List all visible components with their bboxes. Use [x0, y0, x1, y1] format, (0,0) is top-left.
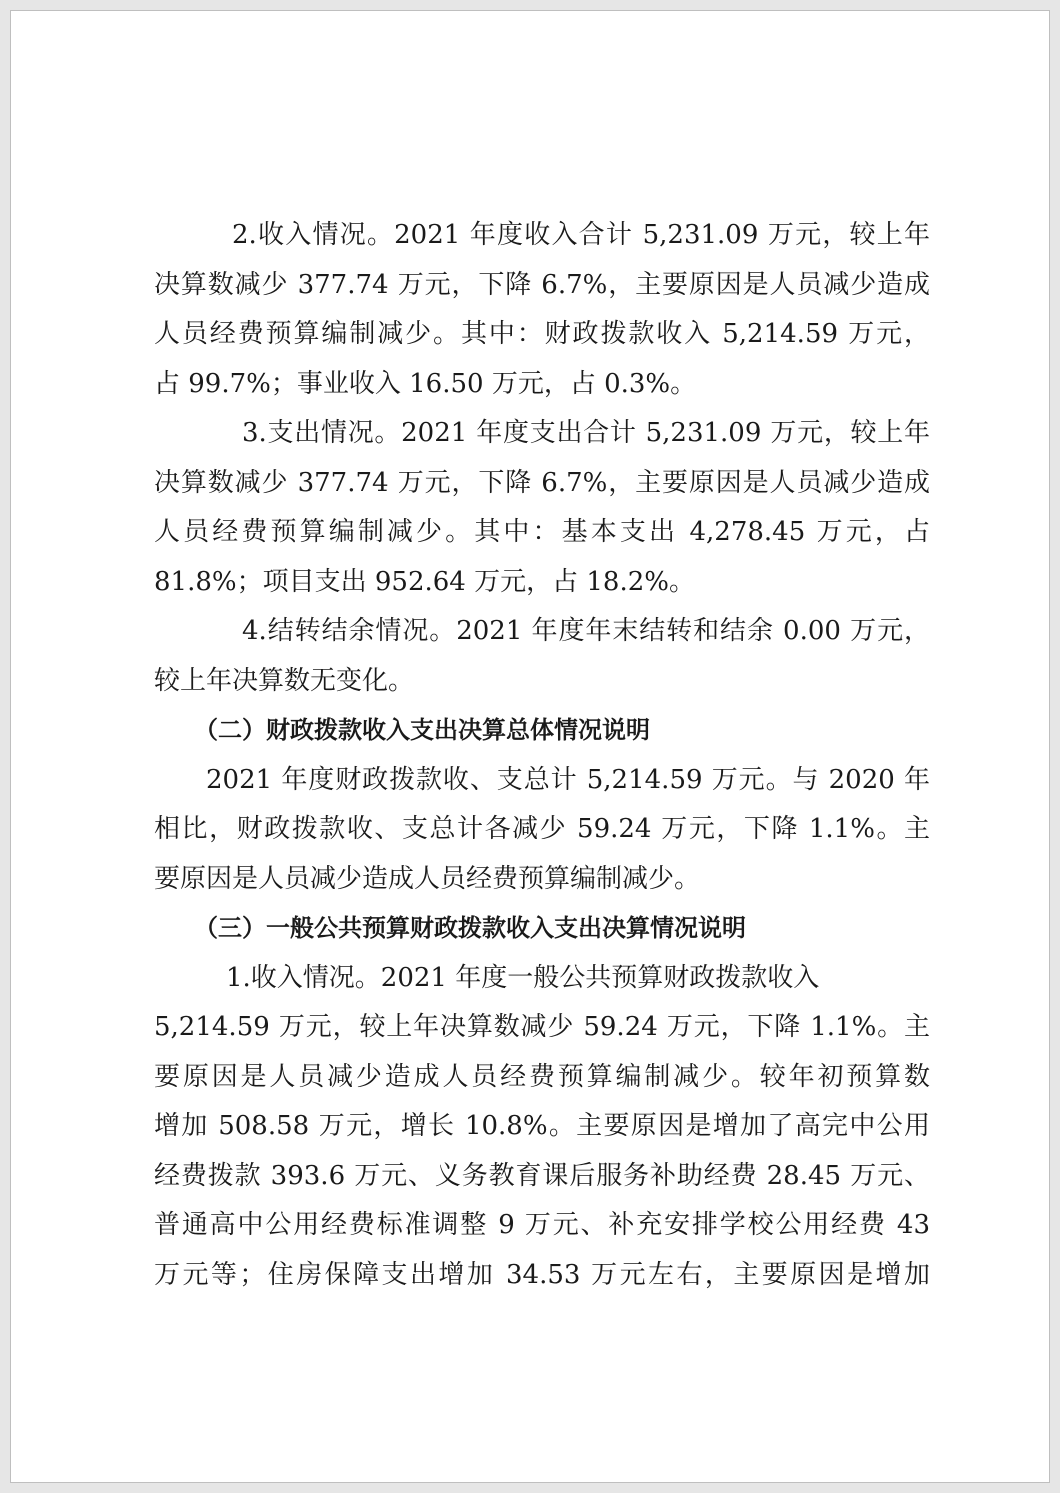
section-heading: （三）一般公共预算财政拨款收入支出决算情况说明: [194, 914, 746, 942]
paragraph-income: [154, 211, 930, 409]
text-line: 人员经费预算编制减少。其中：财政拨款收入 5,214.59 万元，: [154, 319, 930, 349]
text-line: 万元等；住房保障支出增加 34.53 万元左右，主要原因是增加: [154, 1259, 930, 1290]
text-line: 4.结转结余情况。2021 年度年末结转和结余 0.00 万元，: [242, 616, 930, 646]
section-heading: （二）财政拨款收入支出决算总体情况说明: [194, 716, 650, 744]
text-line: 经费拨款 393.6 万元、义务教育课后服务补助经费 28.45 万元、: [154, 1160, 930, 1191]
document-page: [10, 10, 1050, 1483]
text-line: 2.收入情况。2021 年度收入合计 5,231.09 万元，较上年: [232, 220, 930, 250]
text-line: 人员经费预算编制减少。其中：基本支出 4,278.45 万元，占: [154, 517, 930, 547]
text-line: 普通高中公用经费标准调整 9 万元、补充安排学校公用经费 43: [154, 1210, 930, 1240]
section-heading-3: [154, 904, 930, 954]
paragraph-expenditure: [154, 409, 930, 607]
text-line: 要原因是人员减少造成人员经费预算编制减少。: [154, 863, 701, 894]
text-line: 占 99.7%；事业收入 16.50 万元，占 0.3%。: [154, 368, 697, 399]
paragraph-carryover: [154, 607, 930, 706]
text-line: 5,214.59 万元，较上年决算数减少 59.24 万元，下降 1.1%。主: [154, 1012, 930, 1042]
text-line: 要原因是人员减少造成人员经费预算编制减少。较年初预算数: [154, 1061, 930, 1092]
paragraph-fiscal-total: [154, 756, 930, 905]
document-body: [154, 211, 930, 1300]
text-line: 相比，财政拨款收、支总计各减少 59.24 万元，下降 1.1%。主: [154, 814, 930, 844]
text-line: 2021 年度财政拨款收、支总计 5,214.59 万元。与 2020 年: [206, 764, 930, 795]
text-line: 增加 508.58 万元，增长 10.8%。主要原因是增加了高完中公用: [154, 1111, 930, 1141]
text-line: 决算数减少 377.74 万元，下降 6.7%，主要原因是人员减少造成: [154, 269, 930, 300]
section-heading-2: [154, 706, 930, 756]
text-line: 较上年决算数无变化。: [154, 665, 415, 696]
text-line: 3.支出情况。2021 年度支出合计 5,231.09 万元，较上年: [242, 418, 930, 448]
text-line: 决算数减少 377.74 万元，下降 6.7%，主要原因是人员减少造成: [154, 467, 930, 498]
text-line: 1.收入情况。2021 年度一般公共预算财政拨款收入: [226, 962, 820, 993]
paragraph-general-budget-income: [154, 954, 930, 1301]
text-line: 81.8%；项目支出 952.64 万元，占 18.2%。: [154, 566, 695, 597]
